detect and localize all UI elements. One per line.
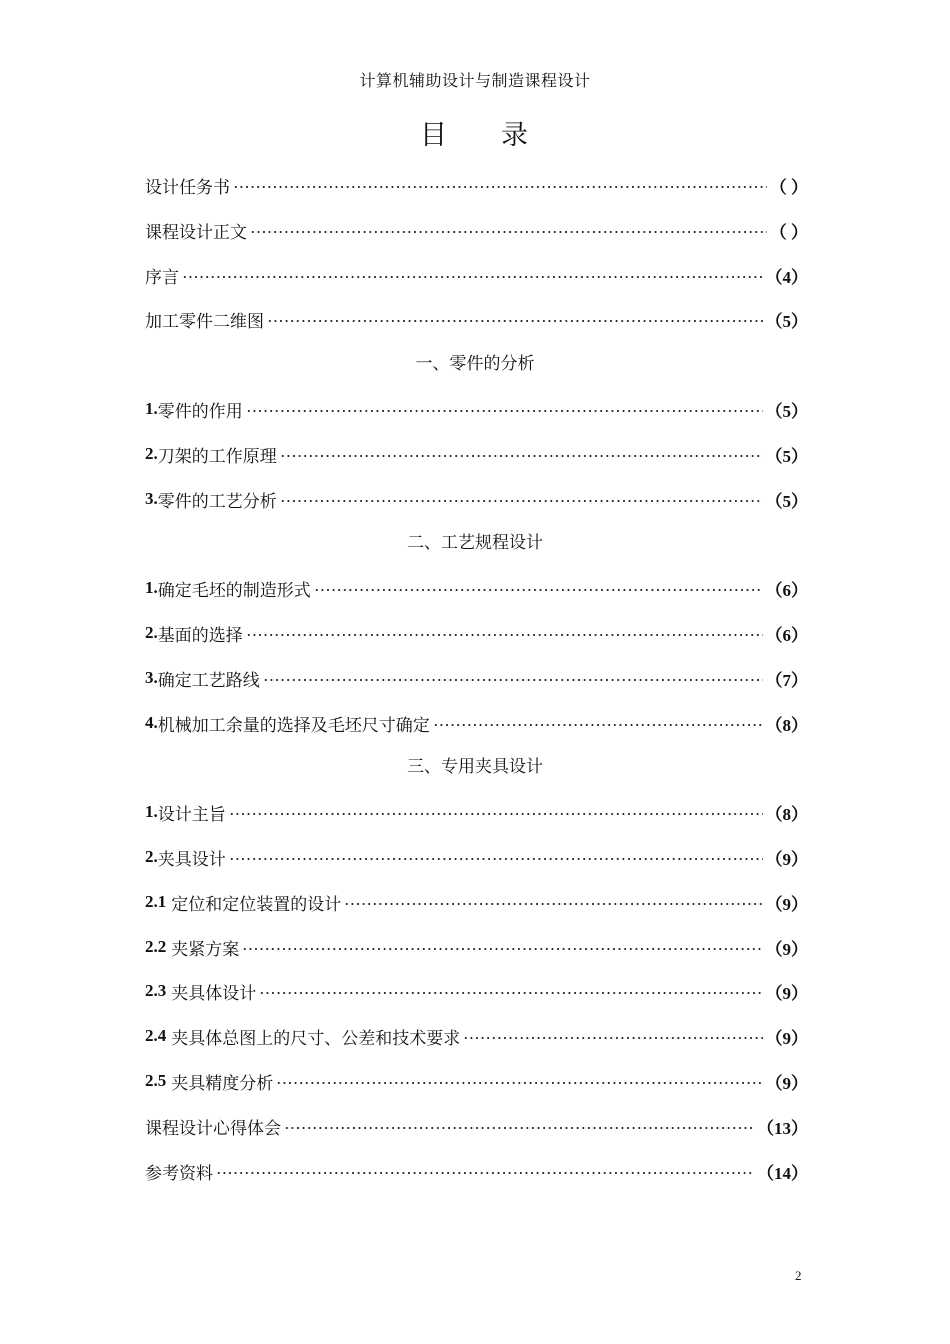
toc-entry-label: 课程设计正文 xyxy=(145,222,247,243)
toc-entry[interactable] xyxy=(145,486,808,512)
toc-entry-number: 2. xyxy=(145,623,158,642)
title-char-1: 目 xyxy=(420,120,449,151)
toc-entry[interactable] xyxy=(145,889,808,915)
toc-entry-label: 夹具精度分析 xyxy=(171,1073,274,1094)
toc-entry-page: （5） xyxy=(765,491,808,511)
toc-entry-number: 2.5 xyxy=(145,1071,167,1090)
dot-leader xyxy=(250,230,767,234)
toc-entry-page: （9） xyxy=(765,1028,808,1048)
toc-entry-page: （ ） xyxy=(769,222,808,242)
toc-entry-label: 参考资料 xyxy=(145,1163,213,1184)
dot-leader xyxy=(259,991,762,995)
toc-entry-number: 2.2 xyxy=(145,937,167,956)
toc-entry-number: 3. xyxy=(145,668,158,687)
toc-entry-label: 设计任务书 xyxy=(145,177,230,198)
toc-entry-label: 确定毛坯的制造形式 xyxy=(157,580,311,601)
toc-entry[interactable] xyxy=(145,934,808,960)
toc-entry-page: （13） xyxy=(757,1118,808,1138)
toc-entry[interactable] xyxy=(145,217,808,243)
toc-entry-page: （9） xyxy=(765,983,808,1003)
toc-entry[interactable] xyxy=(145,262,808,288)
toc-section-heading: 一、零件的分析 xyxy=(415,354,535,374)
toc-entry-label: 夹紧方案 xyxy=(171,939,240,960)
dot-leader xyxy=(229,857,763,861)
toc-entry-label: 夹具体设计 xyxy=(171,983,257,1004)
toc-entry-number: 1. xyxy=(145,399,158,418)
title-char-2: 录 xyxy=(501,120,530,151)
toc-entry-page: （5） xyxy=(765,401,808,421)
toc-entry-page: （8） xyxy=(765,715,808,735)
toc-entry[interactable] xyxy=(145,306,808,332)
toc-entry-number: 1. xyxy=(145,802,158,821)
toc-entry-number: 2.1 xyxy=(145,892,167,911)
toc-entry-label: 零件的工艺分析 xyxy=(157,491,277,512)
toc-entry-label: 加工零件二维图 xyxy=(145,311,264,332)
dot-leader xyxy=(263,678,763,682)
toc-entry-page: （4） xyxy=(765,267,808,287)
dot-leader xyxy=(242,947,762,951)
dot-leader xyxy=(267,319,763,323)
toc-entry-number: 2. xyxy=(145,847,158,866)
toc-entry[interactable] xyxy=(145,1158,808,1184)
toc-entry-label: 夹具设计 xyxy=(157,849,226,870)
toc-entry-page: （5） xyxy=(765,446,808,466)
toc-entry[interactable] xyxy=(145,665,808,691)
toc-entry-label: 夹具体总图上的尺寸、公差和技术要求 xyxy=(171,1028,461,1049)
dot-leader xyxy=(344,902,762,906)
toc-section-heading: 三、专用夹具设计 xyxy=(407,757,543,777)
toc-entry[interactable] xyxy=(145,620,808,646)
dot-leader xyxy=(216,1171,754,1175)
toc-entry-number: 1. xyxy=(145,578,158,597)
toc-entry-label: 定位和定位装置的设计 xyxy=(171,894,342,915)
toc-entry[interactable] xyxy=(145,710,808,736)
dot-leader xyxy=(463,1036,762,1040)
toc-entry[interactable] xyxy=(145,978,808,1004)
toc-entry-label: 序言 xyxy=(145,267,179,288)
toc-entry[interactable] xyxy=(145,396,808,422)
toc-entry[interactable] xyxy=(145,1068,808,1094)
toc-entry-label: 机械加工余量的选择及毛坯尺寸确定 xyxy=(157,715,430,736)
toc-entry[interactable] xyxy=(145,1113,808,1139)
toc-entry-number: 2.4 xyxy=(145,1026,167,1045)
toc-entry-page: （9） xyxy=(765,1073,808,1093)
toc-entry[interactable] xyxy=(145,172,808,198)
toc-entry[interactable] xyxy=(145,441,808,467)
dot-leader xyxy=(246,633,763,637)
toc-entry-page: （5） xyxy=(765,311,808,331)
toc-entry-label: 基面的选择 xyxy=(157,625,243,646)
dot-leader xyxy=(276,1081,762,1085)
toc-entry-page: （14） xyxy=(757,1163,808,1183)
toc-entry-page: （6） xyxy=(765,580,808,600)
toc-entry-page: （7） xyxy=(765,670,808,690)
toc-entry-page: （6） xyxy=(765,625,808,645)
dot-leader xyxy=(433,723,763,727)
toc-entry-number: 2. xyxy=(145,444,158,463)
toc-entry-label: 零件的作用 xyxy=(157,401,243,422)
toc-entry-number: 4. xyxy=(145,713,158,732)
dot-leader xyxy=(246,409,763,413)
page-number: 2 xyxy=(795,1268,802,1283)
toc-entry[interactable] xyxy=(145,844,808,870)
toc-entry-page: （8） xyxy=(765,804,808,824)
dot-leader xyxy=(280,454,763,458)
dot-leader xyxy=(280,499,763,503)
dot-leader xyxy=(182,275,763,279)
toc-entry-label: 课程设计心得体会 xyxy=(145,1118,281,1139)
toc-entry-label: 刀架的工作原理 xyxy=(157,446,277,467)
toc-section-heading: 二、工艺规程设计 xyxy=(407,533,543,553)
dot-leader xyxy=(284,1126,754,1130)
dot-leader xyxy=(233,185,767,189)
toc-entry[interactable] xyxy=(145,1023,808,1049)
toc-entry-label: 确定工艺路线 xyxy=(157,670,260,691)
toc-entry-page: （ ） xyxy=(769,177,808,197)
toc-entry-page: （9） xyxy=(765,894,808,914)
toc-entry-number: 3. xyxy=(145,489,158,508)
toc-entry[interactable] xyxy=(145,799,808,825)
toc-entry-page: （9） xyxy=(765,849,808,869)
running-header: 计算机辅助设计与制造课程设计 xyxy=(359,71,591,90)
toc-entry[interactable] xyxy=(145,575,808,601)
toc-entry-label: 设计主旨 xyxy=(157,804,226,825)
dot-leader xyxy=(314,588,763,592)
toc-entry-number: 2.3 xyxy=(145,981,167,1000)
toc-entry-page: （9） xyxy=(765,939,808,959)
dot-leader xyxy=(229,812,763,816)
